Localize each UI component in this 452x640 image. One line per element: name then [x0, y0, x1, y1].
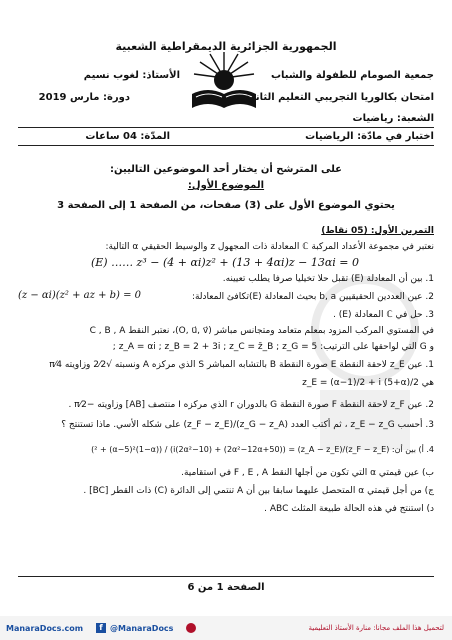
republic-title: الجمهورية الجزائرية الديمقراطية الشعبية [115, 40, 337, 53]
part2-q1-result: هي z_E = (α−1)/2 + i (5+α)/2 [302, 378, 434, 388]
choose-instruction: على المترشح أن يختار أحد الموضوعين التاليين: [109, 164, 343, 175]
footer-social-link[interactable]: @ManaraDocs [110, 624, 174, 633]
duration: المدّة: 04 ساعات [85, 131, 170, 142]
topic-pages: يحتوي الموضوع الأول على (3) صفحات، من الصفحة 1 إلى الصفحة 3 [57, 200, 395, 211]
facebook-icon: f [96, 623, 106, 633]
session-date: دورة: مارس 2019 [38, 92, 130, 103]
part2-q4c: ج) من أجل قيمتي α المتحصل عليهما سابقا بين أن A تنتمي إلى الدائرة (C) ذات القطر [BC] . [83, 486, 434, 496]
plane-setup: في المستوي المركب المزود بمعلم متعامد ومتجانس مباشر (O, u⃗, v⃗)، نعتبر النقط C , B , A [89, 326, 434, 336]
part2-q1: 1. عين z_E لاحقة النقطة E صورة النقطة B بالتشابه المباشر S الذي مركزه A ونسبته √2⁄2 وزاويته π⁄4 [49, 360, 434, 370]
part2-q4a: 4. أ) بين أن: (z_F − z_E)/(z_A − z_E) = ((2α²−12α+50) + i(2α²−10)) / ((1−α)² + (α−5)²) [91, 445, 434, 454]
question-3: 3. حل في ℂ المعادلة (E) . [333, 310, 434, 320]
book-sun-logo [188, 48, 260, 116]
exercise-title: التمرين الأول: (05 نقاط) [321, 226, 434, 236]
part2-q4b: ب) عين قيمتي α التي تكون من أجلها النقط F , E , A في استقامية. [181, 468, 434, 478]
question-2-equation: (z − αi)(z² + az + b) = 0 [18, 290, 142, 301]
globe-icon [186, 623, 196, 633]
subject: اختبار في مادّة: الرياضيات [305, 131, 434, 142]
subject-divider [18, 145, 434, 146]
points-affixes: و G التي لواحقها على الترتيب: z_A = αi ; z_B = 2 + 3i ; z_C = z̄_B ; z_G = 5 ; [112, 342, 434, 352]
header-divider [18, 127, 434, 128]
topic-title: الموضوع الأول: [187, 180, 265, 191]
part2-q3: 3. أحسب z_E − z_G ، ثم أكتب العدد (z_G − z_A)/(z_F − z_E) على شكله الأسي. ماذا تستنتج ؟ [61, 420, 434, 430]
part2-q2: 2. عين z_F لاحقة النقطة F صورة النقطة G بالدوران r الذي مركزه I منتصف [AB] وزاويته −π⁄2 . [68, 400, 434, 410]
footer-tagline: لتحميل هذا الملف مجانا: منارة الأستاذ التعليمية [308, 624, 444, 632]
teacher-name: الأستاذ: لغوب نسيم [83, 70, 180, 81]
footer-site-link[interactable]: ManaraDocs.com [6, 624, 84, 633]
association-name: جمعية الصومام للطفولة والشباب [270, 70, 434, 81]
exam-title: امتحان بكالوريا التجريبي التعليم الثانوي [240, 92, 434, 103]
part2-q4d: د) استنتج في هذه الحالة طبيعة المثلث ABC . [264, 504, 434, 514]
branch: الشعبة: رياضيات [352, 113, 434, 124]
question-2: 2. عين العددين الحقيقيين b, a بحيث المعادلة (E)تكافئ المعادلة: [191, 292, 434, 302]
ex-intro: نعتبر في مجموعة الأعداد المركبة ℂ المعادلة ذات المجهول z والوسيط الحقيقي α التالية: [105, 242, 434, 252]
page-number: الصفحة 1 من 6 [187, 582, 265, 593]
footer-divider [18, 576, 434, 577]
question-1: 1. بين أن المعادلة (E) تقبل حلا تخيليا صرفا يطلب تعيينه. [222, 274, 434, 284]
main-equation: (E) …… z³ − (4 + αi)z² + (13 + 4αi)z − 13αi = 0 [90, 256, 360, 269]
